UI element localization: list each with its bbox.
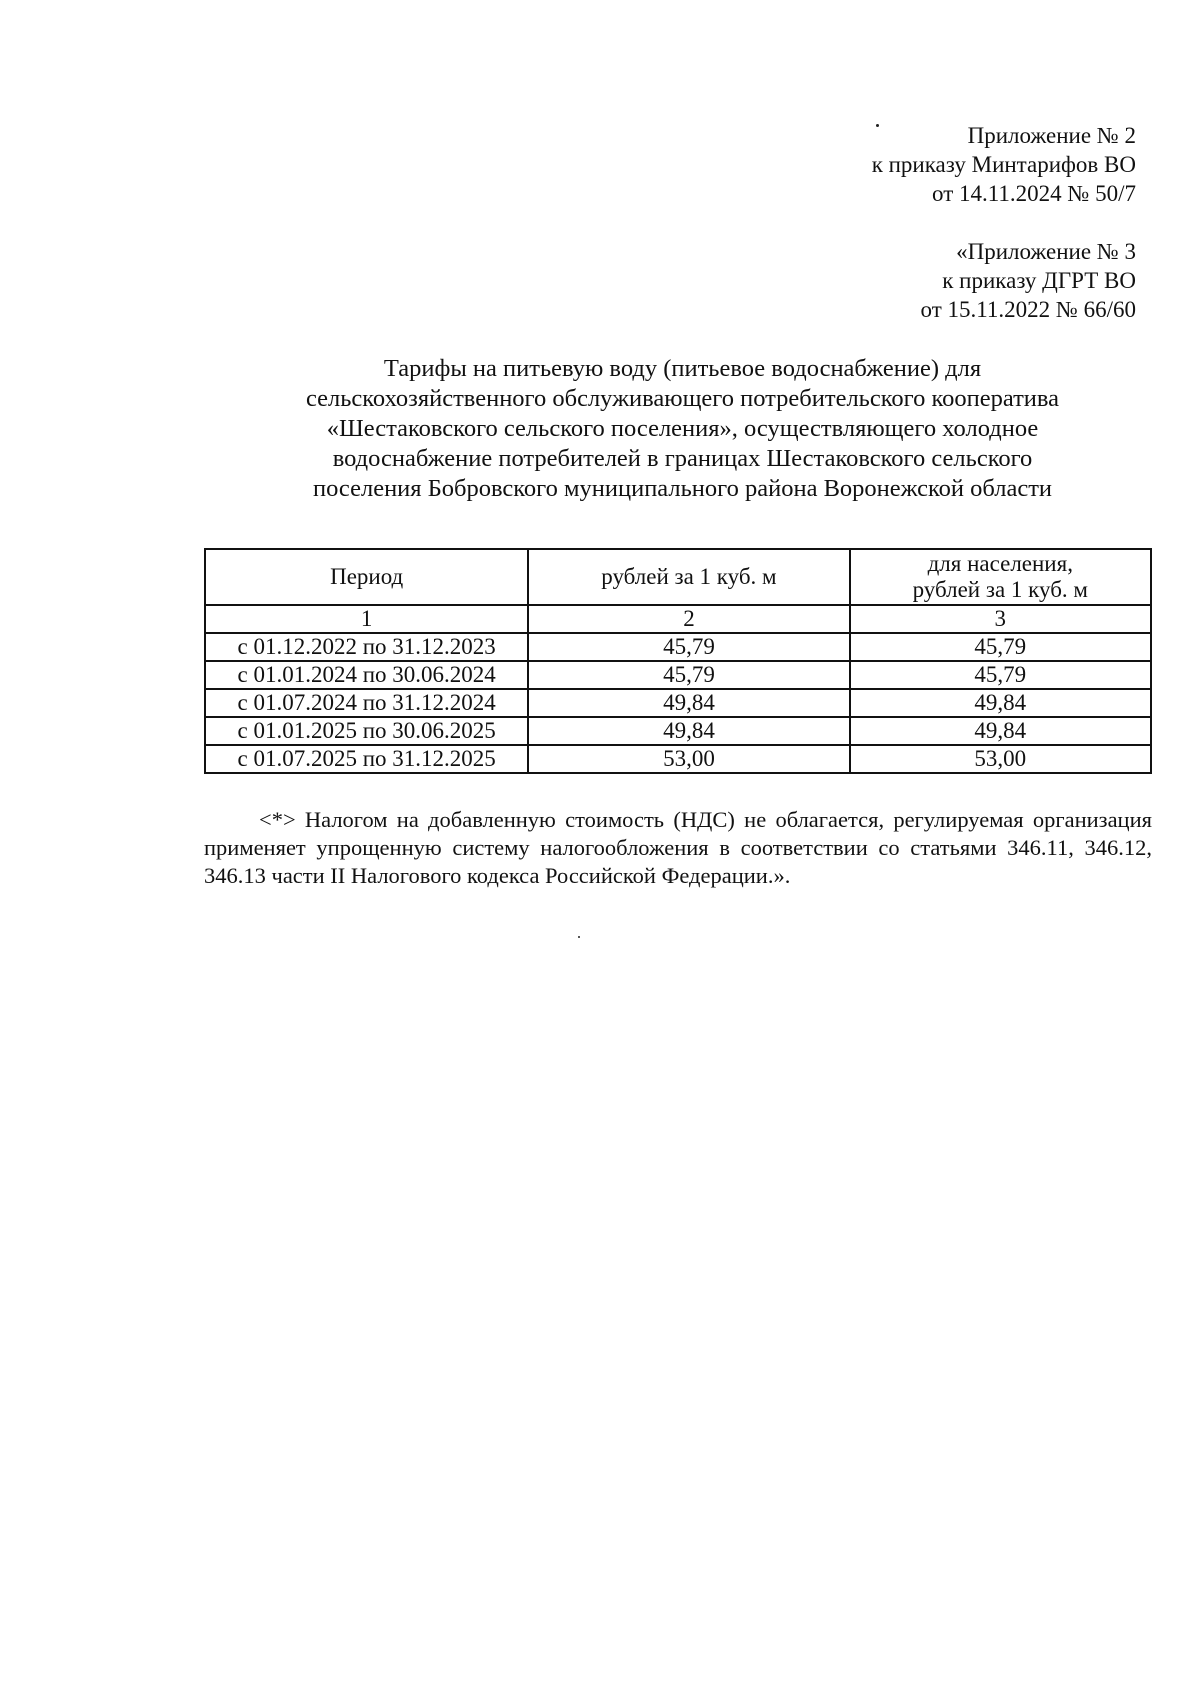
tariff-cell: 49,84 <box>528 717 849 745</box>
document-title <box>205 354 1160 504</box>
appendix-previous-line2: к приказу ДГРТ ВО <box>942 268 1136 293</box>
population-tariff-cell: 53,00 <box>850 745 1151 773</box>
vat-footnote-text: <*> Налогом на добавленную стоимость (НДС) не облагается, регулируемая организация применяет упрощенную систему налогообложения в соответствии со статьями 346.11, 346.12, 346.13 части II Налогового кодекса Российской Федерации.». <box>204 807 1152 888</box>
column-number-row <box>205 605 1151 633</box>
appendix-previous-line1: «Приложение № 3 <box>956 239 1136 264</box>
vat-footnote <box>204 806 1152 890</box>
column-number: 2 <box>528 605 849 633</box>
period-cell: с 01.07.2025 по 31.12.2025 <box>205 745 528 773</box>
tariff-cell: 45,79 <box>528 633 849 661</box>
table-header-row <box>205 549 1151 605</box>
appendix-previous-line3: от 15.11.2022 № 66/60 <box>920 297 1136 322</box>
tariff-table <box>204 548 1152 774</box>
table-row <box>205 745 1151 773</box>
tariff-cell: 53,00 <box>528 745 849 773</box>
table-row <box>205 689 1151 717</box>
tariff-cell: 45,79 <box>528 661 849 689</box>
appendix-current-line3: от 14.11.2024 № 50/7 <box>932 181 1136 206</box>
population-tariff-cell: 49,84 <box>850 717 1151 745</box>
population-tariff-cell: 49,84 <box>850 689 1151 717</box>
column-number: 1 <box>205 605 528 633</box>
header-population-line2: рублей за 1 куб. м <box>912 577 1088 602</box>
period-cell: с 01.07.2024 по 31.12.2024 <box>205 689 528 717</box>
title-line4: водоснабжение потребителей в границах Шестаковского сельского <box>332 445 1033 472</box>
population-tariff-cell: 45,79 <box>850 633 1151 661</box>
title-line2: сельскохозяйственного обслуживающего потребительского кооператива <box>305 385 1060 412</box>
table-row <box>205 717 1151 745</box>
appendix-current-line1: Приложение № 2 <box>967 123 1136 148</box>
appendix-previous-header <box>921 237 1136 324</box>
period-cell: с 01.12.2022 по 31.12.2023 <box>205 633 528 661</box>
scan-speck <box>578 936 580 938</box>
table-row <box>205 661 1151 689</box>
title-line1: Тарифы на питьевую воду (питьевое водоснабжение) для <box>383 355 982 382</box>
period-cell: с 01.01.2025 по 30.06.2025 <box>205 717 528 745</box>
column-number: 3 <box>850 605 1151 633</box>
header-period: Период <box>205 549 528 605</box>
title-line3: «Шестаковского сельского поселения», осуществляющего холодное <box>326 415 1039 442</box>
period-cell: с 01.01.2024 по 30.06.2024 <box>205 661 528 689</box>
header-population <box>850 549 1151 605</box>
header-rub-per-m3: рублей за 1 куб. м <box>528 549 849 605</box>
appendix-current-header <box>872 121 1136 208</box>
appendix-current-line2: к приказу Минтарифов ВО <box>871 152 1136 177</box>
table-row <box>205 633 1151 661</box>
population-tariff-cell: 45,79 <box>850 661 1151 689</box>
tariff-cell: 49,84 <box>528 689 849 717</box>
title-line5: поселения Бобровского муниципального района Воронежской области <box>312 475 1053 502</box>
header-population-line1: для населения, <box>927 551 1073 576</box>
